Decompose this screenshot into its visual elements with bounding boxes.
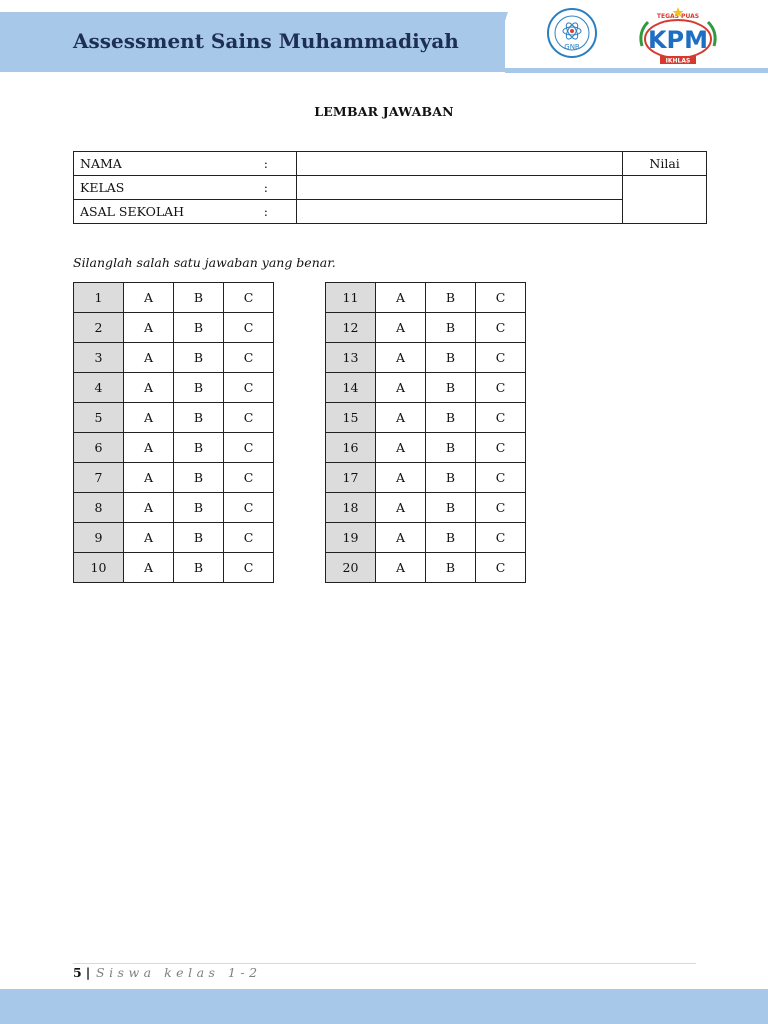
answer-option[interactable]: A [124,343,174,373]
answer-option[interactable]: A [124,283,174,313]
answer-option[interactable]: B [426,403,476,433]
answer-option[interactable]: C [224,403,274,433]
answer-option[interactable]: B [174,313,224,343]
answer-option[interactable]: B [174,523,224,553]
answer-option[interactable]: C [476,523,526,553]
answer-option[interactable]: A [124,433,174,463]
field-label: NAMA [74,152,264,176]
answer-row [74,373,274,403]
answer-row [326,433,526,463]
answer-option[interactable]: A [376,283,426,313]
answer-option[interactable]: C [476,313,526,343]
field-colon: : [264,200,297,224]
question-number: 1 [74,283,124,313]
answer-option[interactable]: C [476,283,526,313]
answer-row [326,463,526,493]
answer-option[interactable]: C [476,373,526,403]
question-number: 17 [326,463,376,493]
identity-row-kelas [74,176,707,200]
footer-rule [73,963,696,964]
question-number: 2 [74,313,124,343]
answer-row [326,343,526,373]
answer-option[interactable]: B [426,523,476,553]
answer-row [326,373,526,403]
identity-row-sekolah [74,200,707,224]
answer-option[interactable]: B [426,373,476,403]
answer-option[interactable]: B [426,313,476,343]
answer-option[interactable]: B [426,283,476,313]
field-label: ASAL SEKOLAH [74,200,264,224]
page-number: 5 [73,965,82,980]
answer-option[interactable]: C [224,553,274,583]
answer-option[interactable]: B [174,403,224,433]
answer-option[interactable]: A [376,433,426,463]
field-colon: : [264,152,297,176]
question-number: 16 [326,433,376,463]
answer-option[interactable]: C [476,553,526,583]
answer-option[interactable]: C [224,283,274,313]
answer-option[interactable]: A [376,313,426,343]
answer-option[interactable]: C [476,433,526,463]
instruction-text: Silanglah salah satu jawaban yang benar. [73,255,336,270]
kpm-logo-icon [636,6,720,66]
footer-separator: | [85,965,91,980]
document-title: LEMBAR JAWABAN [314,104,454,119]
question-number: 18 [326,493,376,523]
answer-option[interactable]: B [426,433,476,463]
answer-option[interactable]: B [426,553,476,583]
answer-row [326,313,526,343]
answer-grid-left [73,282,274,583]
answer-option[interactable]: A [124,523,174,553]
question-number: 14 [326,373,376,403]
question-number: 13 [326,343,376,373]
school-field[interactable] [297,200,623,224]
header-rule [505,68,768,73]
answer-row [74,343,274,373]
answer-option[interactable]: B [174,283,224,313]
question-number: 8 [74,493,124,523]
answer-option[interactable]: A [376,373,426,403]
answer-option[interactable]: A [376,523,426,553]
answer-option[interactable]: C [224,343,274,373]
answer-option[interactable]: C [476,493,526,523]
question-number: 7 [74,463,124,493]
answer-row [74,283,274,313]
answer-option[interactable]: B [426,463,476,493]
answer-option[interactable]: B [174,343,224,373]
answer-option[interactable]: C [476,463,526,493]
class-field[interactable] [297,176,623,200]
answer-option[interactable]: B [174,373,224,403]
answer-option[interactable]: C [224,433,274,463]
answer-option[interactable]: A [124,313,174,343]
question-number: 12 [326,313,376,343]
answer-option[interactable]: A [124,373,174,403]
footer-page [73,965,90,980]
question-number: 20 [326,553,376,583]
answer-option[interactable]: B [426,343,476,373]
answer-option[interactable]: A [124,403,174,433]
answer-option[interactable]: C [224,373,274,403]
question-number: 19 [326,523,376,553]
answer-row [326,523,526,553]
answer-option[interactable]: C [224,463,274,493]
question-number: 15 [326,403,376,433]
answer-option[interactable]: B [174,463,224,493]
answer-option[interactable]: B [174,553,224,583]
answer-row [326,493,526,523]
answer-row [74,523,274,553]
answer-row [74,463,274,493]
header-title: Assessment Sains Muhammadiyah [73,29,459,53]
science-logo-icon [546,7,598,59]
answer-option[interactable]: B [174,433,224,463]
answer-row [326,553,526,583]
answer-option[interactable]: C [476,403,526,433]
footer-band [0,989,768,1024]
answer-option[interactable]: A [124,463,174,493]
answer-option[interactable]: B [426,493,476,523]
answer-row [74,433,274,463]
question-number: 9 [74,523,124,553]
logo2-bottom: IKHLAS [665,57,691,65]
answer-row [74,553,274,583]
logo2-top: TEGAS PUAS [656,13,700,20]
answer-option[interactable]: C [476,343,526,373]
question-number: 3 [74,343,124,373]
answer-option[interactable]: C [224,493,274,523]
answer-row [74,493,274,523]
logo1-sub: GNB [564,43,580,51]
field-label: KELAS [74,176,264,200]
identity-row-nama [74,152,707,176]
field-colon: : [264,176,297,200]
answer-option[interactable]: A [124,493,174,523]
question-number: 4 [74,373,124,403]
answer-option[interactable]: A [376,403,426,433]
footer-text: Siswa kelas 1-2 [96,965,262,980]
answer-option[interactable]: A [376,553,426,583]
question-number: 11 [326,283,376,313]
answer-grid-right [325,282,526,583]
answer-option[interactable]: C [224,523,274,553]
answer-option[interactable]: A [376,343,426,373]
answer-option[interactable]: C [224,313,274,343]
identity-table [73,151,707,224]
answer-row [326,283,526,313]
question-number: 5 [74,403,124,433]
answer-option[interactable]: A [376,493,426,523]
answer-row [326,403,526,433]
answer-option[interactable]: A [124,553,174,583]
answer-row [74,403,274,433]
question-number: 10 [74,553,124,583]
logo2-main: KPM [647,26,709,54]
score-field[interactable] [623,176,707,224]
header-band-slant [488,12,508,72]
answer-row [74,313,274,343]
score-label: Nilai [623,152,707,176]
answer-option[interactable]: A [376,463,426,493]
name-field[interactable] [297,152,623,176]
question-number: 6 [74,433,124,463]
answer-option[interactable]: B [174,493,224,523]
